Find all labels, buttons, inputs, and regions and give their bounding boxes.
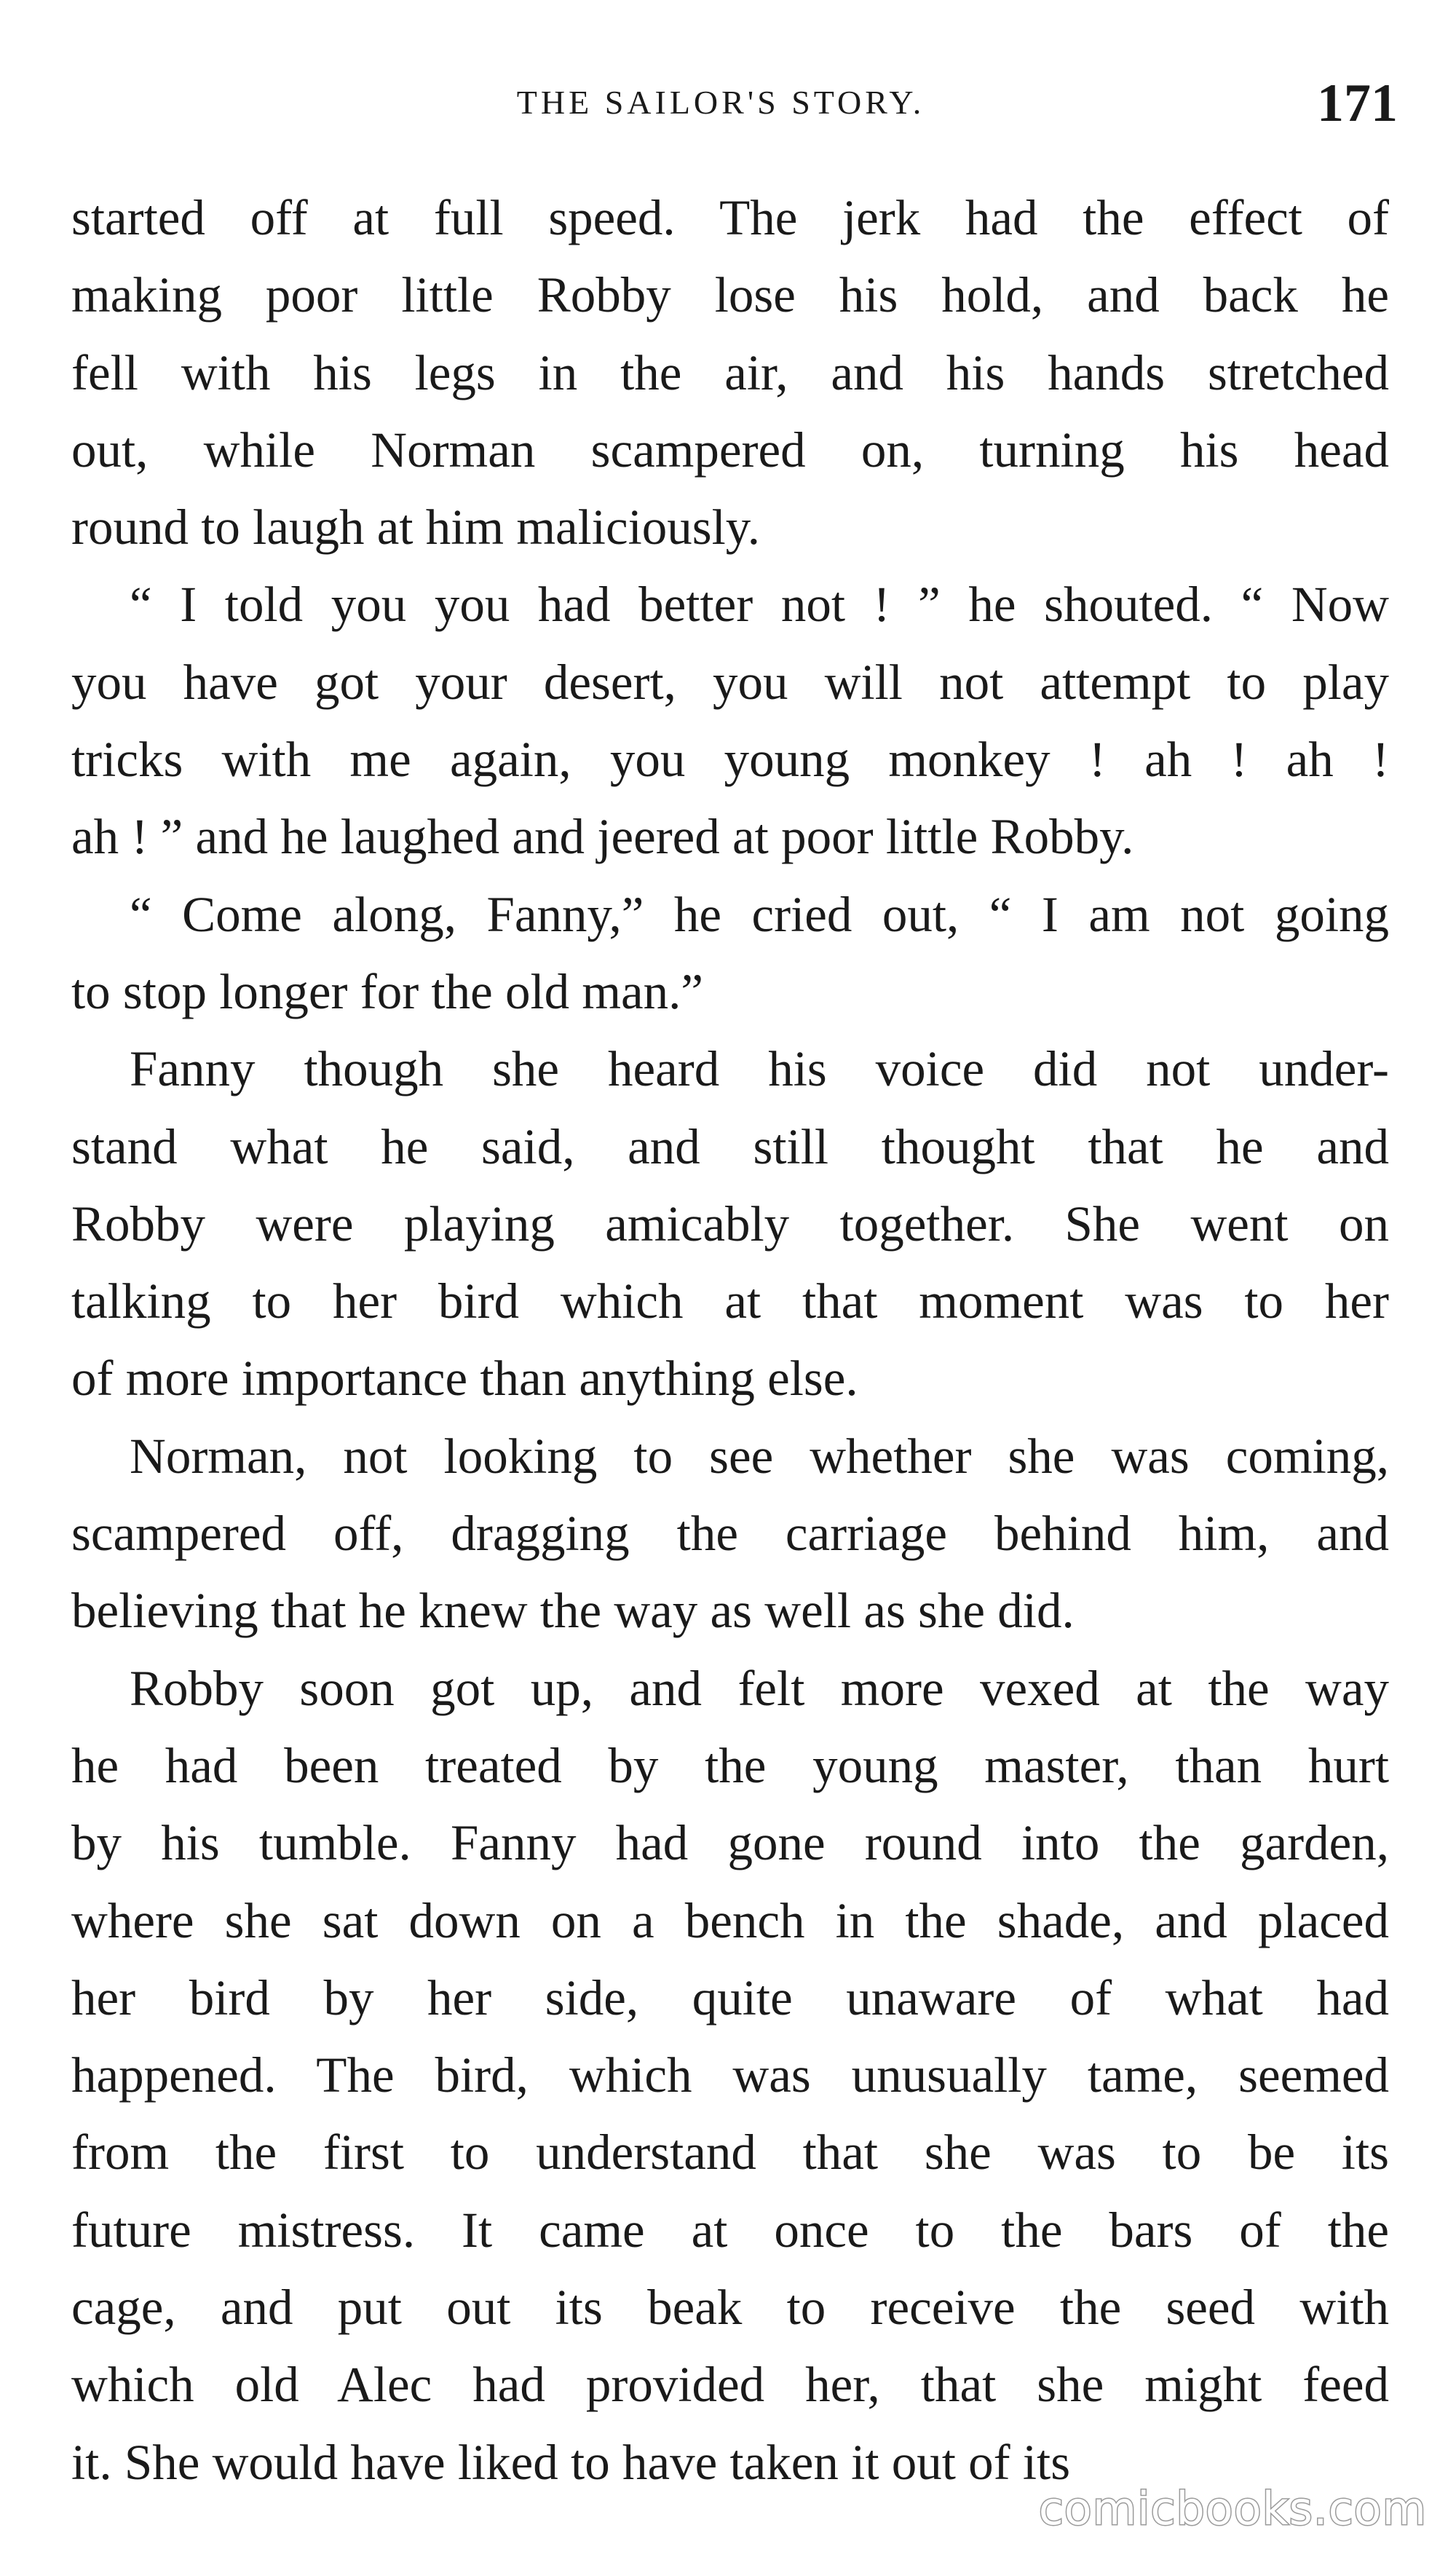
text-line: where she sat down on a bench in the shade, and placed bbox=[71, 1892, 1389, 1948]
page-number: 171 bbox=[1317, 74, 1398, 133]
body-text bbox=[71, 179, 1389, 2501]
paragraph bbox=[71, 179, 1389, 566]
text-line: to stop longer for the old man.” bbox=[71, 963, 704, 1019]
text-line: stand what he said, and still thought that he and bbox=[71, 1118, 1389, 1174]
paragraph bbox=[71, 566, 1389, 875]
text-line: it. She would have liked to have taken it out of its bbox=[71, 2434, 1071, 2490]
text-line: Robby soon got up, and felt more vexed at the way bbox=[130, 1660, 1389, 1716]
text-line: started off at full speed. The jerk had the effect of bbox=[71, 190, 1389, 245]
text-line: Fanny though she heard his voice did not under- bbox=[130, 1041, 1389, 1097]
running-title: THE SAILOR'S STORY. bbox=[516, 84, 925, 121]
text-line: tricks with me again, you young monkey ! ah ! ah ! bbox=[71, 732, 1389, 788]
text-line: future mistress. It came at once to the bars of the bbox=[71, 2202, 1389, 2258]
text-line: her bird by her side, quite unaware of what had bbox=[71, 1969, 1389, 2026]
text-line: by his tumble. Fanny had gone round into the garden, bbox=[71, 1815, 1389, 1871]
text-line: Norman, not looking to see whether she was coming, bbox=[130, 1428, 1389, 1484]
text-line: happened. The bird, which was unusually tame, seemed bbox=[71, 2047, 1389, 2103]
text-line: out, while Norman scampered on, turning his head bbox=[71, 422, 1389, 478]
text-line: Robby were playing amicably together. She went on bbox=[71, 1195, 1389, 1252]
text-line: you have got your desert, you will not attempt to play bbox=[71, 654, 1389, 710]
text-line: ah ! ” and he laughed and jeered at poor little Robby. bbox=[71, 809, 1134, 865]
paragraph bbox=[71, 1030, 1389, 1417]
watermark-text: comicbooks.com bbox=[1038, 2482, 1427, 2535]
paragraph bbox=[71, 876, 1389, 1031]
text-line: from the first to understand that she was to be its bbox=[71, 2125, 1389, 2181]
text-line: “ Come along, Fanny,” he cried out, “ I am not going bbox=[130, 886, 1389, 942]
paragraph bbox=[71, 1418, 1389, 1650]
paragraph bbox=[71, 1650, 1389, 2501]
text-line: cage, and put out its beak to receive the seed with bbox=[71, 2280, 1389, 2336]
text-line: he had been treated by the young master, than hurt bbox=[71, 1737, 1389, 1793]
text-line: “ I told you you had better not ! ” he shouted. “ Now bbox=[130, 577, 1389, 633]
text-line: round to laugh at him maliciously. bbox=[71, 499, 761, 556]
text-line: which old Alec had provided her, that she might feed bbox=[71, 2357, 1389, 2413]
text-line: talking to her bird which at that moment was to her bbox=[71, 1273, 1389, 1329]
text-line: scampered off, dragging the carriage behind him, and bbox=[71, 1506, 1389, 1562]
running-header bbox=[0, 74, 1456, 137]
text-line: making poor little Robby lose his hold, and back he bbox=[71, 267, 1389, 323]
text-line: believing that he knew the way as well as she did. bbox=[71, 1583, 1075, 1639]
text-line: of more importance than anything else. bbox=[71, 1351, 858, 1407]
text-line: fell with his legs in the air, and his hands stretched bbox=[71, 344, 1389, 400]
